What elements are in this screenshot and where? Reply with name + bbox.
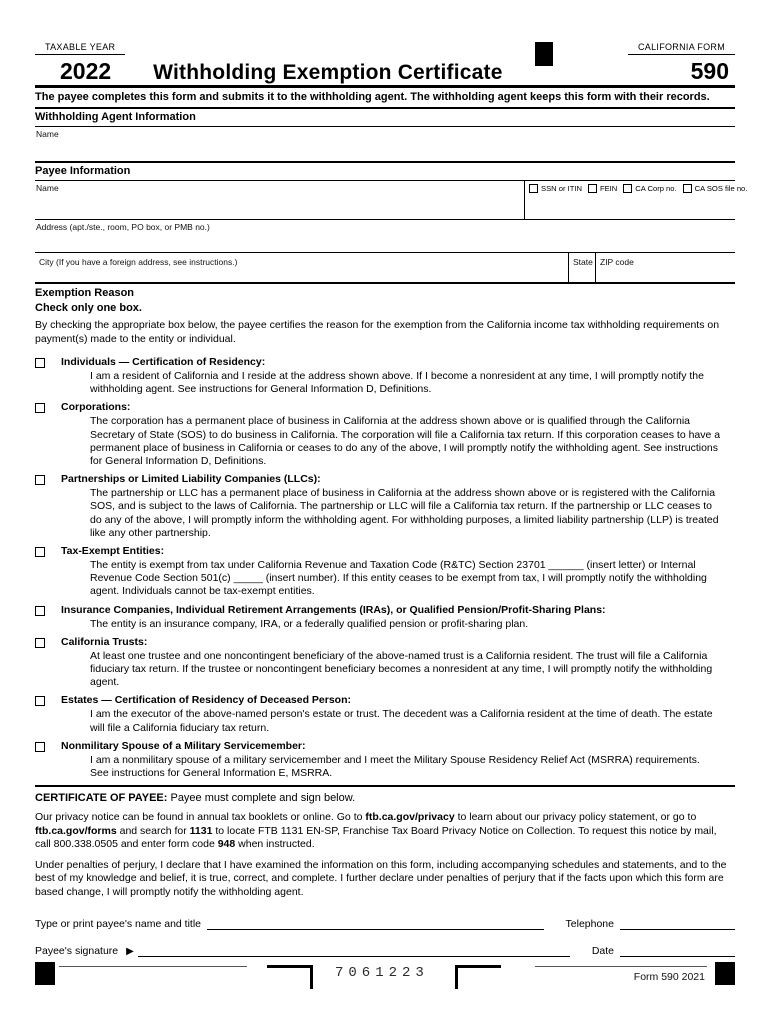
name-title-row bbox=[35, 918, 735, 930]
reason-tax-exempt bbox=[35, 545, 735, 599]
payee-city-field[interactable] bbox=[35, 253, 568, 282]
id-type-fein bbox=[588, 184, 617, 193]
taxable-year-value: 2022 bbox=[60, 58, 112, 84]
form-header bbox=[35, 42, 735, 55]
signature-input-line[interactable] bbox=[138, 945, 570, 957]
telephone-label: Telephone bbox=[565, 918, 614, 931]
id-type-ssn bbox=[529, 184, 582, 193]
corner-bracket-left-icon bbox=[455, 965, 501, 989]
reason-corporations bbox=[35, 401, 735, 468]
reason-partnerships-title: Partnerships or Limited Liability Companies (LLCs): bbox=[61, 473, 321, 486]
checkbox-nonmilitary-spouse[interactable] bbox=[35, 742, 45, 752]
payee-state-field[interactable] bbox=[568, 253, 595, 282]
payee-name-field[interactable] bbox=[35, 181, 524, 219]
id-type-fein-label: FEIN bbox=[599, 184, 618, 193]
reason-estates-body: I am the executor of the above-named person's estate or trust. The decedent was a California resident at the time of death. The estate will file a California fiduciary tax return. bbox=[90, 708, 713, 734]
exemption-intro: By checking the appropriate box below, the payee certifies the reason for the exemption from the California income tax withholding requirements on payment(s) made to the entity or individual. bbox=[35, 319, 720, 345]
certificate-of-payee-line bbox=[35, 787, 735, 808]
signature-label: Payee's signature bbox=[35, 945, 119, 958]
title-row bbox=[35, 58, 735, 85]
checkbox-partnerships-llcs[interactable] bbox=[35, 475, 45, 485]
corner-bracket-right-icon bbox=[267, 965, 313, 989]
agent-name-label: Name bbox=[36, 129, 59, 139]
reason-insurance bbox=[35, 604, 735, 631]
payee-name-row bbox=[35, 181, 748, 219]
checkbox-ca-corp-no[interactable] bbox=[623, 184, 632, 193]
id-type-ca-corp-label: CA Corp no. bbox=[635, 184, 677, 193]
payee-address-label: Address (apt./ste., room, PO box, or PMB no.) bbox=[36, 222, 210, 232]
checkbox-insurance-ira-pension[interactable] bbox=[35, 606, 45, 616]
reason-estates-title: Estates — Certification of Residency of Deceased Person: bbox=[61, 694, 352, 707]
footer-line-right bbox=[535, 966, 707, 967]
payee-name-label: Name bbox=[36, 183, 59, 193]
scanline-number: 7061223 bbox=[335, 965, 429, 981]
arrow-right-icon: ▶ bbox=[126, 946, 134, 958]
form-number: 590 bbox=[690, 58, 729, 84]
form-subtitle: The payee completes this form and submits it to the withholding agent. The withholding agent keeps this form with their records. bbox=[35, 91, 710, 103]
form-footer bbox=[35, 962, 735, 996]
payee-id-type-cell bbox=[524, 181, 748, 219]
id-type-ssn-label: SSN or ITIN bbox=[541, 184, 582, 193]
reason-nonmilitary-spouse-title: Nonmilitary Spouse of a Military Servicemember: bbox=[61, 739, 306, 752]
id-type-ca-sos bbox=[683, 184, 748, 193]
reason-individuals bbox=[35, 356, 735, 396]
reason-partnerships bbox=[35, 473, 735, 540]
reason-corporations-body: The corporation has a permanent place of business in California at the address shown above or is qualified through the California Secretary of State (SOS) to do business in California. The corporation will file a California tax return. If this corporation ceases to have a permanent place of business in California or ceases to do any of the above, I will promptly notify the withholding agent. See instructions for General Information D, Definitions. bbox=[90, 415, 721, 468]
date-input-line[interactable] bbox=[620, 945, 735, 957]
reason-nonmilitary-spouse bbox=[35, 740, 735, 780]
form-footer-id: Form 590 2021 bbox=[633, 971, 705, 983]
payee-zip-label: ZIP code bbox=[600, 257, 634, 267]
payee-state-label: State bbox=[573, 257, 593, 267]
reason-tax-exempt-body: The entity is exempt from tax under California Revenue and Taxation Code (R&TC) Section 23701 ______ (insert letter) or Internal Revenue Code Section 501(c) _____ (insert number). If this entity ceases to be exempt from tax, I will promptly notify the withholding agent. Individuals cannot be tax-exempt entities. bbox=[90, 559, 707, 598]
reason-california-trusts-body: At least one trustee and one noncontingent beneficiary of the above-named trust is a California resident. The trust will file a California fiduciary tax return. If the trustee or noncontingent beneficiary becomes a nonresident at any time, I will promptly notify the withholding agent. bbox=[90, 649, 713, 689]
reason-corporations-title: Corporations: bbox=[61, 401, 131, 414]
privacy-notice-paragraph: Our privacy notice can be found in annual tax booklets or online. Go to ftb.ca.gov/privacy to learn about our privacy policy statement, or go to ftb.ca.gov/forms and search for 1131 to locate FTB 1131 EN-SP, Franchise Tax Board Privacy Notice on Collection. To request this notice by mail, call 800.338.0505 and enter form code 948 when instructed. bbox=[35, 811, 717, 851]
checkbox-individuals[interactable] bbox=[35, 358, 45, 368]
reason-california-trusts-title: California Trusts: bbox=[61, 635, 148, 648]
reason-individuals-title: Individuals — Certification of Residency: bbox=[61, 356, 266, 368]
certificate-heading-rest: Payee must complete and sign below. bbox=[167, 792, 356, 805]
reason-tax-exempt-title: Tax-Exempt Entities: bbox=[61, 545, 165, 558]
reason-insurance-title: Insurance Companies, Individual Retirement Arrangements (IRAs), or Qualified Pension/Profit-Sharing Plans: bbox=[61, 603, 606, 616]
check-only-one-box: Check only one box. bbox=[35, 302, 142, 314]
reason-individuals-body: I am a resident of California and I reside at the address shown above. If I become a nonresident at any time, I will promptly notify the withholding agent. See instructions for General Information D, Definitions. bbox=[90, 370, 704, 396]
taxable-year-label: TAXABLE YEAR bbox=[35, 42, 125, 55]
california-form-label: CALIFORNIA FORM bbox=[628, 42, 735, 55]
registration-mark-top bbox=[535, 42, 553, 66]
date-label: Date bbox=[591, 945, 614, 958]
section-withholding-agent: Withholding Agent Information bbox=[35, 111, 196, 123]
id-type-ca-corp bbox=[623, 184, 676, 193]
reason-estates bbox=[35, 694, 735, 734]
telephone-input-line[interactable] bbox=[620, 918, 735, 930]
payee-city-label: City (If you have a foreign address, see instructions.) bbox=[39, 257, 238, 267]
checkbox-ssn-or-itin[interactable] bbox=[529, 184, 538, 193]
reason-partnerships-body: The partnership or LLC has a permanent place of business in California at the address shown above or is registered with the California SOS, and is subject to the laws of California. The partnership or LLC will file a California tax return. If the partnership or LLC ceases to do any of the above, I will promptly inform the withholding agent. For withholding purposes, a limited liability partnership (LLP) is treated like any other partnership. bbox=[90, 487, 719, 539]
certificate-heading: CERTIFICATE OF PAYEE: bbox=[35, 792, 168, 805]
payee-zip-field[interactable] bbox=[595, 253, 735, 282]
id-type-ca-sos-label: CA SOS file no. bbox=[694, 184, 748, 193]
registration-mark-right bbox=[715, 962, 735, 985]
footer-line-left bbox=[59, 966, 247, 967]
reason-insurance-body: The entity is an insurance company, IRA, or a federally qualified pension or profit-sharing plan. bbox=[90, 617, 529, 630]
checkbox-california-trusts[interactable] bbox=[35, 638, 45, 648]
registration-mark-left bbox=[35, 962, 55, 985]
perjury-paragraph: Under penalties of perjury, I declare that I have examined the information on this form, including accompanying schedules and statements, and to the best of my knowledge and belief, it is true, correct, and complete. I further declare under penalties of perjury that if the facts upon which this form are based change, I will promptly notify the withholding agent. bbox=[35, 858, 727, 898]
section-exemption-reason: Exemption Reason bbox=[35, 287, 135, 299]
reason-california-trusts bbox=[35, 636, 735, 690]
checkbox-fein[interactable] bbox=[588, 184, 597, 193]
checkbox-corporations[interactable] bbox=[35, 403, 45, 413]
form-title: Withholding Exemption Certificate bbox=[153, 61, 503, 84]
checkbox-estates[interactable] bbox=[35, 696, 45, 706]
payee-address-field[interactable] bbox=[35, 220, 735, 252]
reason-nonmilitary-spouse-body: I am a nonmilitary spouse of a military servicemember and I meet the Military Spouse Residency Relief Act (MSRRA) requirements. See instructions for General Information E, MSRRA. bbox=[90, 753, 700, 780]
agent-name-field[interactable] bbox=[35, 127, 735, 161]
name-title-input-line[interactable] bbox=[207, 918, 544, 930]
signature-row bbox=[35, 945, 735, 957]
name-title-label: Type or print payee's name and title bbox=[35, 918, 202, 931]
checkbox-ca-sos-file-no[interactable] bbox=[683, 184, 692, 193]
checkbox-tax-exempt-entities[interactable] bbox=[35, 547, 45, 557]
section-payee: Payee Information bbox=[35, 165, 131, 177]
payee-city-row bbox=[35, 253, 735, 282]
